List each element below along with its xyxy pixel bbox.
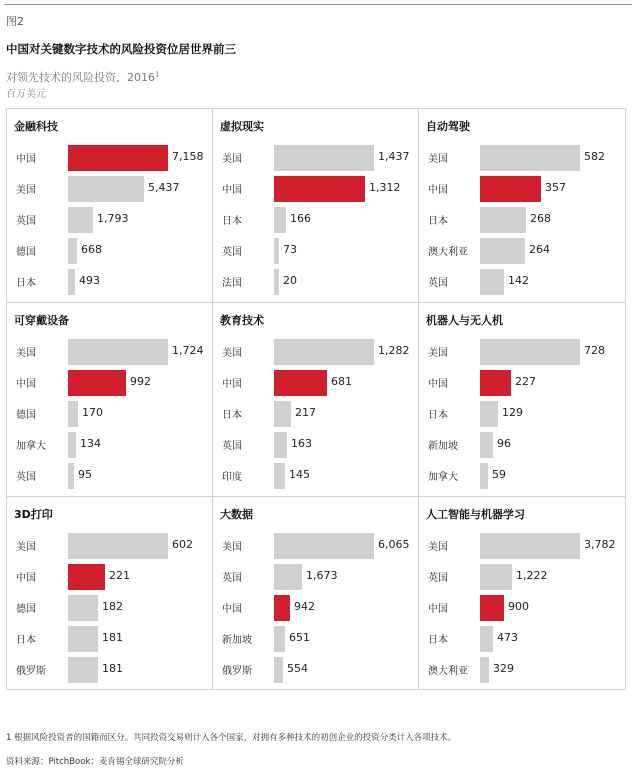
bar-row: [212, 370, 418, 396]
bar-row: [6, 207, 212, 233]
bar-row: [6, 269, 212, 295]
bar-row: [418, 401, 624, 427]
bar-value-label: 5,437: [148, 181, 180, 194]
bar-value-label: 182: [102, 600, 123, 613]
figure-label: 图2: [6, 15, 24, 28]
bar-value-label: 96: [497, 437, 511, 450]
bar-row: [6, 657, 212, 683]
bar-category-label: 美国: [16, 185, 36, 196]
bar-category-label: 英国: [16, 216, 36, 227]
bar: [480, 370, 511, 396]
bar-row: [418, 145, 624, 171]
panel-title: 金融科技: [14, 120, 58, 133]
chart-panel: [418, 302, 624, 496]
bar-value-label: 1,673: [306, 569, 338, 582]
bar-value-label: 3,782: [584, 538, 616, 551]
bar: [274, 533, 374, 559]
bar-row: [6, 401, 212, 427]
bar: [274, 145, 374, 171]
bar-row: [418, 339, 624, 365]
bar: [274, 401, 291, 427]
bar-category-label: 俄罗斯: [222, 666, 252, 677]
bar-category-label: 美国: [16, 348, 36, 359]
chart-subtitle: [6, 69, 159, 85]
bar-value-label: 602: [172, 538, 193, 551]
bar-row: [6, 238, 212, 264]
bar-row: [212, 432, 418, 458]
bar-row: [6, 339, 212, 365]
panel-title: 可穿戴设备: [14, 314, 69, 327]
bar-row: [6, 432, 212, 458]
bar-category-label: 澳大利亚: [428, 247, 468, 258]
bar: [68, 145, 168, 171]
bar-row: [418, 595, 624, 621]
bar: [274, 207, 286, 233]
bar-category-label: 英国: [222, 573, 242, 584]
bar-row: [418, 176, 624, 202]
bar-value-label: 129: [502, 406, 523, 419]
bar-category-label: 中国: [16, 379, 36, 390]
bar-value-label: 268: [530, 212, 551, 225]
bar-value-label: 1,724: [172, 344, 204, 357]
bar-row: [6, 564, 212, 590]
footnote: 1 根据风险投资者的国籍而区分。共同投资交易则计入各个国家，对拥有多种技术的初创企业的投资分类计入各项技术。: [6, 733, 457, 743]
chart-panel: [6, 496, 212, 690]
bar: [68, 269, 75, 295]
bar: [480, 207, 526, 233]
panel-title: 虚拟现实: [220, 120, 264, 133]
bar: [274, 269, 279, 295]
bar-value-label: 992: [130, 375, 151, 388]
bar: [480, 401, 498, 427]
bar-row: [418, 533, 624, 559]
bar: [68, 401, 78, 427]
bar-category-label: 加拿大: [428, 472, 458, 483]
bar: [480, 145, 580, 171]
bar-category-label: 英国: [222, 247, 242, 258]
bar: [480, 432, 493, 458]
chart-panel: [6, 108, 212, 302]
bar-row: [418, 370, 624, 396]
bar-category-label: 中国: [428, 604, 448, 615]
bar: [68, 238, 77, 264]
bar-category-label: 法国: [222, 278, 242, 289]
bar-value-label: 227: [515, 375, 536, 388]
bar-row: [212, 626, 418, 652]
bar-value-label: 221: [109, 569, 130, 582]
chart-title: 中国对关键数字技术的风险投资位居世界前三: [6, 42, 236, 56]
bar-category-label: 日本: [428, 635, 448, 646]
bar-value-label: 681: [331, 375, 352, 388]
bar-value-label: 170: [82, 406, 103, 419]
bar-value-label: 728: [584, 344, 605, 357]
panel-title: 人工智能与机器学习: [426, 508, 525, 521]
bar-category-label: 印度: [222, 472, 242, 483]
bar: [480, 657, 489, 683]
bar-row: [212, 533, 418, 559]
bar-category-label: 美国: [428, 542, 448, 553]
bar-row: [418, 269, 624, 295]
bar: [274, 370, 327, 396]
chart-panel: [212, 108, 418, 302]
bar: [68, 207, 93, 233]
bar-category-label: 中国: [16, 154, 36, 165]
bar: [274, 176, 365, 202]
bar: [68, 626, 98, 652]
bar-category-label: 美国: [222, 542, 242, 553]
bar-value-label: 1,222: [516, 569, 548, 582]
bar-value-label: 1,437: [378, 150, 410, 163]
bar-category-label: 中国: [222, 185, 242, 196]
bar-row: [212, 595, 418, 621]
bar-row: [212, 145, 418, 171]
bar-row: [212, 463, 418, 489]
bar-value-label: 181: [102, 662, 123, 675]
bar-value-label: 357: [545, 181, 566, 194]
bar-category-label: 美国: [16, 542, 36, 553]
bar-category-label: 德国: [16, 604, 36, 615]
bar-row: [6, 370, 212, 396]
bar-value-label: 1,312: [369, 181, 401, 194]
bar-category-label: 新加坡: [222, 635, 252, 646]
bar-value-label: 20: [283, 274, 297, 287]
bar-category-label: 美国: [428, 348, 448, 359]
bar-category-label: 中国: [428, 185, 448, 196]
bar: [480, 238, 525, 264]
bar: [68, 657, 98, 683]
bar-category-label: 日本: [428, 216, 448, 227]
bar-value-label: 1,282: [378, 344, 410, 357]
bar-row: [212, 207, 418, 233]
bar-category-label: 日本: [16, 278, 36, 289]
source-note: 资料来源：PitchBook；麦肯锡全球研究院分析: [6, 757, 184, 767]
chart-panel: [418, 496, 624, 690]
bar-row: [212, 269, 418, 295]
bar-category-label: 英国: [222, 441, 242, 452]
bar-category-label: 英国: [428, 573, 448, 584]
bar-category-label: 日本: [428, 410, 448, 421]
bar: [68, 370, 126, 396]
panel-title: 自动驾驶: [426, 120, 470, 133]
bar-row: [6, 533, 212, 559]
bar: [68, 432, 76, 458]
bar-category-label: 德国: [16, 410, 36, 421]
bar-category-label: 中国: [428, 379, 448, 390]
bar-category-label: 美国: [222, 348, 242, 359]
bar-value-label: 73: [283, 243, 297, 256]
panel-title: 教育技术: [220, 314, 264, 327]
chart-panel: [418, 108, 624, 302]
bar-value-label: 59: [492, 468, 506, 481]
bar-value-label: 145: [289, 468, 310, 481]
bar-value-label: 1,793: [97, 212, 129, 225]
bar-value-label: 900: [508, 600, 529, 613]
unit-label: 百万美元: [6, 89, 46, 100]
bar-row: [6, 145, 212, 171]
bar-category-label: 俄罗斯: [16, 666, 46, 677]
bar-category-label: 中国: [222, 379, 242, 390]
bar-category-label: 英国: [16, 472, 36, 483]
bar-row: [212, 176, 418, 202]
bar: [480, 463, 488, 489]
grid-vline: [625, 108, 626, 690]
bar-category-label: 德国: [16, 247, 36, 258]
bar: [274, 657, 283, 683]
bar: [274, 463, 285, 489]
bar-value-label: 163: [291, 437, 312, 450]
bar: [68, 339, 168, 365]
bar-row: [418, 238, 624, 264]
bar: [274, 595, 290, 621]
bar-value-label: 329: [493, 662, 514, 675]
bar: [480, 176, 541, 202]
bar-category-label: 英国: [428, 278, 448, 289]
chart-grid: [6, 108, 626, 690]
panel-title: 3D打印: [14, 508, 53, 521]
bar-value-label: 181: [102, 631, 123, 644]
bar-category-label: 美国: [428, 154, 448, 165]
bar-row: [418, 626, 624, 652]
bar: [274, 626, 285, 652]
bar-row: [6, 463, 212, 489]
bar: [68, 595, 98, 621]
subtitle-text: 对领先技术的风险投资，2016: [6, 71, 155, 84]
bar-value-label: 473: [497, 631, 518, 644]
bar: [274, 564, 302, 590]
bar: [480, 564, 512, 590]
bar-row: [6, 626, 212, 652]
bar-row: [418, 432, 624, 458]
bar-row: [418, 657, 624, 683]
bar-row: [212, 401, 418, 427]
bar: [480, 269, 504, 295]
panel-title: 机器人与无人机: [426, 314, 503, 327]
bar-row: [212, 657, 418, 683]
bar-row: [418, 463, 624, 489]
bar-category-label: 新加坡: [428, 441, 458, 452]
bar: [480, 339, 580, 365]
bar-value-label: 651: [289, 631, 310, 644]
bar-value-label: 217: [295, 406, 316, 419]
bar: [274, 339, 374, 365]
bar-row: [6, 176, 212, 202]
bar: [68, 533, 168, 559]
chart-panel: [212, 496, 418, 690]
bar-value-label: 134: [80, 437, 101, 450]
bar-value-label: 6,065: [378, 538, 410, 551]
bar: [480, 533, 580, 559]
bar-value-label: 142: [508, 274, 529, 287]
bar-value-label: 493: [79, 274, 100, 287]
bar-value-label: 582: [584, 150, 605, 163]
bar-value-label: 554: [287, 662, 308, 675]
bar: [68, 176, 144, 202]
top-rule: [4, 4, 632, 5]
bar: [274, 432, 287, 458]
bar-value-label: 166: [290, 212, 311, 225]
bar: [480, 626, 493, 652]
chart-panel: [6, 302, 212, 496]
bar-value-label: 942: [294, 600, 315, 613]
bar: [274, 238, 279, 264]
bar: [68, 564, 105, 590]
panel-title: 大数据: [220, 508, 253, 521]
bar-value-label: 95: [78, 468, 92, 481]
bar-row: [212, 339, 418, 365]
bar: [68, 463, 74, 489]
subtitle-footnote-mark: 1: [155, 70, 160, 79]
bar-row: [212, 564, 418, 590]
bar-value-label: 264: [529, 243, 550, 256]
bar: [480, 595, 504, 621]
bar-category-label: 日本: [16, 635, 36, 646]
bar-category-label: 中国: [222, 604, 242, 615]
chart-panel: [212, 302, 418, 496]
bar-row: [212, 238, 418, 264]
bar-category-label: 日本: [222, 216, 242, 227]
bar-category-label: 日本: [222, 410, 242, 421]
bar-row: [418, 564, 624, 590]
bar-row: [418, 207, 624, 233]
bar-category-label: 中国: [16, 573, 36, 584]
bar-category-label: 美国: [222, 154, 242, 165]
bar-row: [6, 595, 212, 621]
bar-category-label: 加拿大: [16, 441, 46, 452]
bar-value-label: 7,158: [172, 150, 204, 163]
bar-category-label: 澳大利亚: [428, 666, 468, 677]
bar-value-label: 668: [81, 243, 102, 256]
